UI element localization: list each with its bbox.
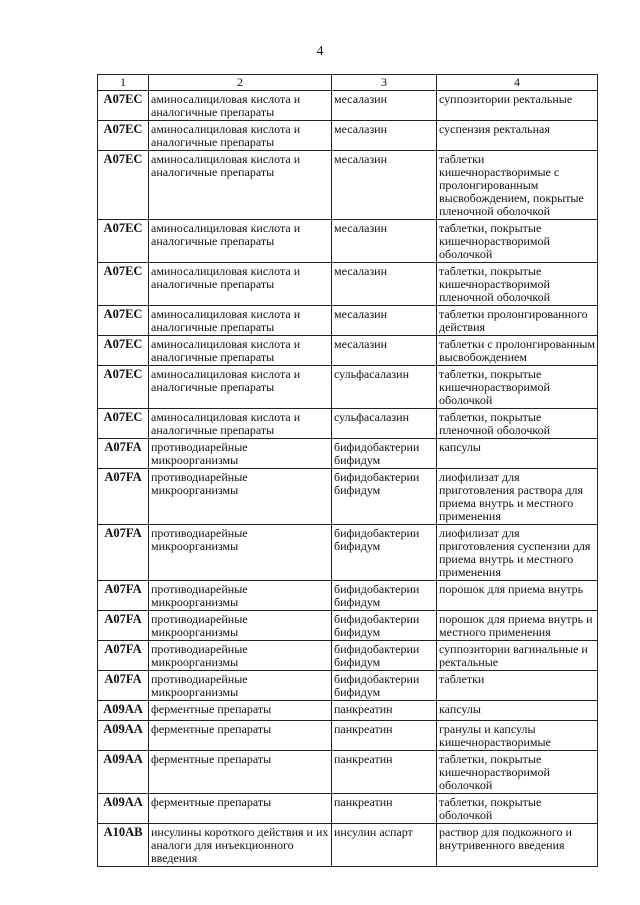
code-cell: A10AB: [98, 824, 149, 867]
table-row: [98, 220, 598, 263]
table-row: [98, 91, 598, 121]
group-cell: противодиарейные микроорганизмы: [149, 611, 332, 641]
code-cell: A09AA: [98, 721, 149, 751]
table-row: [98, 794, 598, 824]
dosage-form-cell: таблетки пролонгированного действия: [437, 306, 598, 336]
dosage-form-cell: суспензия ректальная: [437, 121, 598, 151]
substance-cell: панкреатин: [332, 751, 437, 794]
group-cell: ферментные препараты: [149, 721, 332, 751]
dosage-form-cell: капсулы: [437, 701, 598, 721]
table-row: [98, 641, 598, 671]
substance-cell: месалазин: [332, 151, 437, 220]
drug-table: [97, 74, 598, 867]
code-cell: A07FA: [98, 469, 149, 525]
group-cell: аминосалициловая кислота и аналогичные препараты: [149, 220, 332, 263]
table-body: [98, 91, 598, 867]
table-row: [98, 306, 598, 336]
code-cell: A07FA: [98, 581, 149, 611]
substance-cell: панкреатин: [332, 794, 437, 824]
group-cell: аминосалициловая кислота и аналогичные препараты: [149, 366, 332, 409]
table-row: [98, 824, 598, 867]
dosage-form-cell: таблетки, покрытые кишечнорастворимой оболочкой: [437, 751, 598, 794]
header-cell-3: 3: [332, 75, 437, 91]
code-cell: A07FA: [98, 671, 149, 701]
substance-cell: месалазин: [332, 263, 437, 306]
group-cell: ферментные препараты: [149, 751, 332, 794]
table-row: [98, 581, 598, 611]
group-cell: ферментные препараты: [149, 701, 332, 721]
code-cell: A09AA: [98, 794, 149, 824]
header-cell-1: 1: [98, 75, 149, 91]
substance-cell: бифидобактерии бифидум: [332, 439, 437, 469]
group-cell: аминосалициловая кислота и аналогичные препараты: [149, 151, 332, 220]
group-cell: инсулины короткого действия и их аналоги для инъекционного введения: [149, 824, 332, 867]
table-row: [98, 439, 598, 469]
code-cell: A07EC: [98, 91, 149, 121]
dosage-form-cell: таблетки, покрытые кишечнорастворимой оболочкой: [437, 220, 598, 263]
code-cell: A09AA: [98, 701, 149, 721]
substance-cell: бифидобактерии бифидум: [332, 581, 437, 611]
dosage-form-cell: таблетки с пролонгированным высвобождением: [437, 336, 598, 366]
group-cell: аминосалициловая кислота и аналогичные препараты: [149, 121, 332, 151]
code-cell: A07EC: [98, 121, 149, 151]
code-cell: A07FA: [98, 611, 149, 641]
table-row: [98, 121, 598, 151]
code-cell: A09AA: [98, 751, 149, 794]
group-cell: противодиарейные микроорганизмы: [149, 641, 332, 671]
table-row: [98, 721, 598, 751]
header-cell-4: 4: [437, 75, 598, 91]
group-cell: противодиарейные микроорганизмы: [149, 581, 332, 611]
dosage-form-cell: капсулы: [437, 439, 598, 469]
substance-cell: панкреатин: [332, 721, 437, 751]
table-row: [98, 701, 598, 721]
dosage-form-cell: таблетки: [437, 671, 598, 701]
code-cell: A07EC: [98, 263, 149, 306]
code-cell: A07EC: [98, 151, 149, 220]
dosage-form-cell: порошок для приема внутрь: [437, 581, 598, 611]
substance-cell: бифидобактерии бифидум: [332, 469, 437, 525]
substance-cell: бифидобактерии бифидум: [332, 641, 437, 671]
table-row: [98, 469, 598, 525]
dosage-form-cell: лиофилизат для приготовления суспензии для приема внутрь и местного применения: [437, 525, 598, 581]
header-cell-2: 2: [149, 75, 332, 91]
group-cell: аминосалициловая кислота и аналогичные препараты: [149, 91, 332, 121]
substance-cell: месалазин: [332, 306, 437, 336]
code-cell: A07EC: [98, 409, 149, 439]
table-row: [98, 409, 598, 439]
table-row: [98, 336, 598, 366]
substance-cell: панкреатин: [332, 701, 437, 721]
group-cell: ферментные препараты: [149, 794, 332, 824]
dosage-form-cell: таблетки, покрытые кишечнорастворимой пленочной оболочкой: [437, 263, 598, 306]
dosage-form-cell: таблетки, покрытые оболочкой: [437, 794, 598, 824]
group-cell: противодиарейные микроорганизмы: [149, 525, 332, 581]
code-cell: A07EC: [98, 366, 149, 409]
code-cell: A07FA: [98, 641, 149, 671]
substance-cell: инсулин аспарт: [332, 824, 437, 867]
substance-cell: месалазин: [332, 91, 437, 121]
dosage-form-cell: суппозитории вагинальные и ректальные: [437, 641, 598, 671]
dosage-form-cell: порошок для приема внутрь и местного применения: [437, 611, 598, 641]
substance-cell: бифидобактерии бифидум: [332, 525, 437, 581]
group-cell: противодиарейные микроорганизмы: [149, 469, 332, 525]
substance-cell: сульфасалазин: [332, 409, 437, 439]
page-number: 4: [316, 44, 324, 59]
code-cell: A07EC: [98, 306, 149, 336]
dosage-form-cell: таблетки, покрытые кишечнорастворимой оболочкой: [437, 366, 598, 409]
group-cell: противодиарейные микроорганизмы: [149, 439, 332, 469]
dosage-form-cell: таблетки, покрытые пленочной оболочкой: [437, 409, 598, 439]
code-cell: A07FA: [98, 439, 149, 469]
group-cell: аминосалициловая кислота и аналогичные препараты: [149, 336, 332, 366]
code-cell: A07EC: [98, 336, 149, 366]
dosage-form-cell: лиофилизат для приготовления раствора для приема внутрь и местного применения: [437, 469, 598, 525]
dosage-form-cell: суппозитории ректальные: [437, 91, 598, 121]
table-row: [98, 263, 598, 306]
substance-cell: месалазин: [332, 336, 437, 366]
dosage-form-cell: таблетки кишечнорастворимые с пролонгированным высвобождением, покрытые пленочной оболочкой: [437, 151, 598, 220]
substance-cell: бифидобактерии бифидум: [332, 611, 437, 641]
group-cell: аминосалициловая кислота и аналогичные препараты: [149, 263, 332, 306]
table-row: [98, 671, 598, 701]
substance-cell: сульфасалазин: [332, 366, 437, 409]
code-cell: A07FA: [98, 525, 149, 581]
dosage-form-cell: раствор для подкожного и внутривенного введения: [437, 824, 598, 867]
substance-cell: бифидобактерии бифидум: [332, 671, 437, 701]
table-row: [98, 366, 598, 409]
substance-cell: месалазин: [332, 220, 437, 263]
dosage-form-cell: гранулы и капсулы кишечнорастворимые: [437, 721, 598, 751]
table-row: [98, 611, 598, 641]
group-cell: противодиарейные микроорганизмы: [149, 671, 332, 701]
table-row: [98, 525, 598, 581]
header-row: [98, 75, 598, 91]
code-cell: A07EC: [98, 220, 149, 263]
substance-cell: месалазин: [332, 121, 437, 151]
table-row: [98, 751, 598, 794]
group-cell: аминосалициловая кислота и аналогичные препараты: [149, 306, 332, 336]
table-row: [98, 151, 598, 220]
group-cell: аминосалициловая кислота и аналогичные препараты: [149, 409, 332, 439]
